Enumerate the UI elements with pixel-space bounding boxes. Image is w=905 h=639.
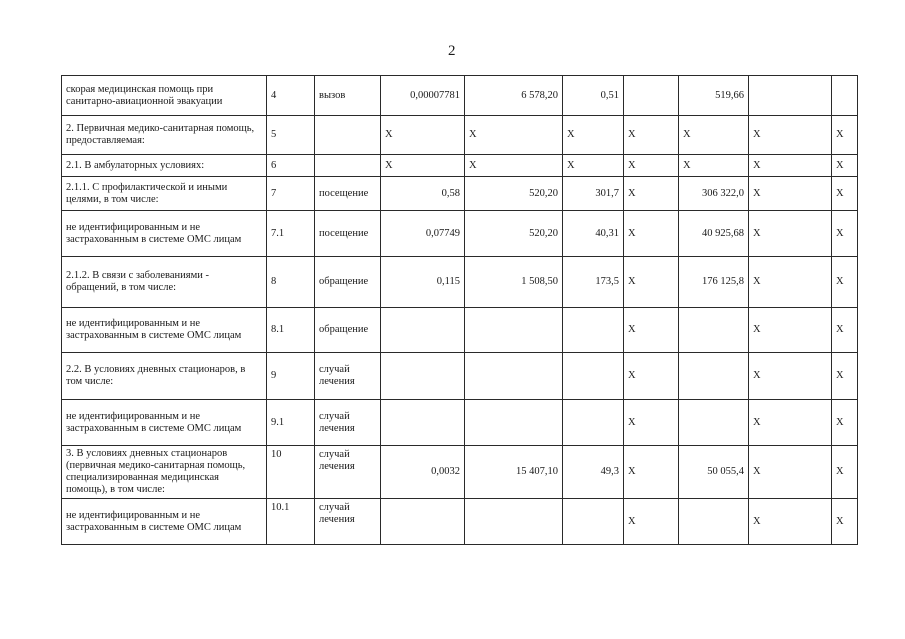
- cell-total: 50 055,4: [679, 446, 749, 499]
- table-row: [62, 177, 858, 211]
- table-row: [62, 308, 858, 353]
- row-name: 2.1.1. С профилактической и иными целями, в том числе:: [62, 177, 267, 211]
- cell-norm: [381, 353, 465, 400]
- row-unit: обращение: [315, 257, 381, 308]
- row-unit: [315, 116, 381, 155]
- cell-budget: X: [624, 155, 679, 177]
- cell-norm: 0,00007781: [381, 76, 465, 116]
- cell-budget: X: [624, 116, 679, 155]
- cell-per-capita: 40,31: [563, 211, 624, 257]
- cell-cost: X: [465, 116, 563, 155]
- cell-total: X: [679, 155, 749, 177]
- table-row: [62, 211, 858, 257]
- cell-norm: 0,07749: [381, 211, 465, 257]
- cell-col-9: X: [749, 308, 832, 353]
- row-number: 6: [267, 155, 315, 177]
- row-unit: случай лечения: [315, 446, 381, 499]
- cell-col-10: X: [832, 257, 858, 308]
- cell-per-capita: 49,3: [563, 446, 624, 499]
- table-row: [62, 446, 858, 499]
- row-unit: посещение: [315, 211, 381, 257]
- row-unit: случай лечения: [315, 499, 381, 545]
- cell-norm: 0,58: [381, 177, 465, 211]
- cell-col-9: X: [749, 257, 832, 308]
- cell-per-capita: [563, 308, 624, 353]
- cell-total: [679, 400, 749, 446]
- cell-cost: [465, 400, 563, 446]
- cell-per-capita: 301,7: [563, 177, 624, 211]
- cell-norm: [381, 308, 465, 353]
- row-name: 3. В условиях дневных стационаров (первичная медико-санитарная помощь, специализированная медицинская помощь), в том числе:: [62, 446, 267, 499]
- cell-norm: 0,115: [381, 257, 465, 308]
- row-number: 7: [267, 177, 315, 211]
- cell-budget: X: [624, 400, 679, 446]
- row-name: 2.1.2. В связи с заболеваниями - обращений, в том числе:: [62, 257, 267, 308]
- cell-col-9: [749, 76, 832, 116]
- cell-norm: 0,0032: [381, 446, 465, 499]
- table-row: [62, 400, 858, 446]
- row-number: 4: [267, 76, 315, 116]
- cell-budget: X: [624, 257, 679, 308]
- row-unit: случай лечения: [315, 400, 381, 446]
- cell-col-10: X: [832, 308, 858, 353]
- row-name: 2.1. В амбулаторных условиях:: [62, 155, 267, 177]
- cell-col-10: X: [832, 116, 858, 155]
- cell-col-10: X: [832, 211, 858, 257]
- table-row: [62, 257, 858, 308]
- cell-cost: [465, 499, 563, 545]
- cell-total: [679, 353, 749, 400]
- row-name: скорая медицинская помощь при санитарно-авиационной эвакуации: [62, 76, 267, 116]
- table-row: [62, 116, 858, 155]
- cell-total: X: [679, 116, 749, 155]
- row-number: 10: [267, 446, 315, 499]
- row-number: 5: [267, 116, 315, 155]
- cell-per-capita: X: [563, 116, 624, 155]
- row-name: не идентифицированным и не застрахованным в системе ОМС лицам: [62, 400, 267, 446]
- row-number: 7.1: [267, 211, 315, 257]
- row-unit: случай лечения: [315, 353, 381, 400]
- cell-cost: [465, 308, 563, 353]
- row-unit: обращение: [315, 308, 381, 353]
- cell-cost: X: [465, 155, 563, 177]
- cell-col-9: X: [749, 353, 832, 400]
- page-number: 2: [448, 43, 456, 59]
- cell-col-9: X: [749, 177, 832, 211]
- table-row: [62, 499, 858, 545]
- cell-col-10: X: [832, 400, 858, 446]
- cell-col-9: X: [749, 446, 832, 499]
- cell-budget: X: [624, 353, 679, 400]
- cell-per-capita: X: [563, 155, 624, 177]
- cell-norm: [381, 400, 465, 446]
- cell-cost: 520,20: [465, 177, 563, 211]
- cell-total: 519,66: [679, 76, 749, 116]
- row-name: не идентифицированным и не застрахованным в системе ОМС лицам: [62, 308, 267, 353]
- row-name: не идентифицированным и не застрахованным в системе ОМС лицам: [62, 211, 267, 257]
- table-row: [62, 353, 858, 400]
- cell-col-9: X: [749, 400, 832, 446]
- table-row: [62, 155, 858, 177]
- cell-per-capita: [563, 353, 624, 400]
- cell-col-10: X: [832, 177, 858, 211]
- cell-cost: 1 508,50: [465, 257, 563, 308]
- cell-col-10: X: [832, 446, 858, 499]
- cell-total: 306 322,0: [679, 177, 749, 211]
- cell-col-9: X: [749, 211, 832, 257]
- cell-budget: [624, 76, 679, 116]
- cell-cost: [465, 353, 563, 400]
- cell-budget: X: [624, 308, 679, 353]
- row-number: 10.1: [267, 499, 315, 545]
- row-number: 9: [267, 353, 315, 400]
- cell-per-capita: 173,5: [563, 257, 624, 308]
- cell-col-10: X: [832, 499, 858, 545]
- cell-per-capita: [563, 400, 624, 446]
- cell-norm: X: [381, 116, 465, 155]
- row-name: не идентифицированным и не застрахованным в системе ОМС лицам: [62, 499, 267, 545]
- row-number: 9.1: [267, 400, 315, 446]
- cell-col-9: X: [749, 116, 832, 155]
- cell-total: [679, 499, 749, 545]
- cell-col-10: X: [832, 155, 858, 177]
- cell-total: 40 925,68: [679, 211, 749, 257]
- row-number: 8.1: [267, 308, 315, 353]
- cell-total: [679, 308, 749, 353]
- row-unit: посещение: [315, 177, 381, 211]
- cell-total: 176 125,8: [679, 257, 749, 308]
- row-number: 8: [267, 257, 315, 308]
- cell-cost: 15 407,10: [465, 446, 563, 499]
- cell-cost: 520,20: [465, 211, 563, 257]
- cell-col-9: X: [749, 155, 832, 177]
- row-name: 2. Первичная медико-санитарная помощь, предоставляемая:: [62, 116, 267, 155]
- cell-col-9: X: [749, 499, 832, 545]
- cell-cost: 6 578,20: [465, 76, 563, 116]
- cell-norm: X: [381, 155, 465, 177]
- row-name: 2.2. В условиях дневных стационаров, в том числе:: [62, 353, 267, 400]
- cell-col-10: [832, 76, 858, 116]
- row-unit: вызов: [315, 76, 381, 116]
- table-row: [62, 76, 858, 116]
- cell-per-capita: [563, 499, 624, 545]
- cell-col-10: X: [832, 353, 858, 400]
- cell-budget: X: [624, 177, 679, 211]
- cell-per-capita: 0,51: [563, 76, 624, 116]
- cell-norm: [381, 499, 465, 545]
- row-unit: [315, 155, 381, 177]
- cell-budget: X: [624, 446, 679, 499]
- cell-budget: X: [624, 499, 679, 545]
- tariff-table: [61, 75, 858, 545]
- cell-budget: X: [624, 211, 679, 257]
